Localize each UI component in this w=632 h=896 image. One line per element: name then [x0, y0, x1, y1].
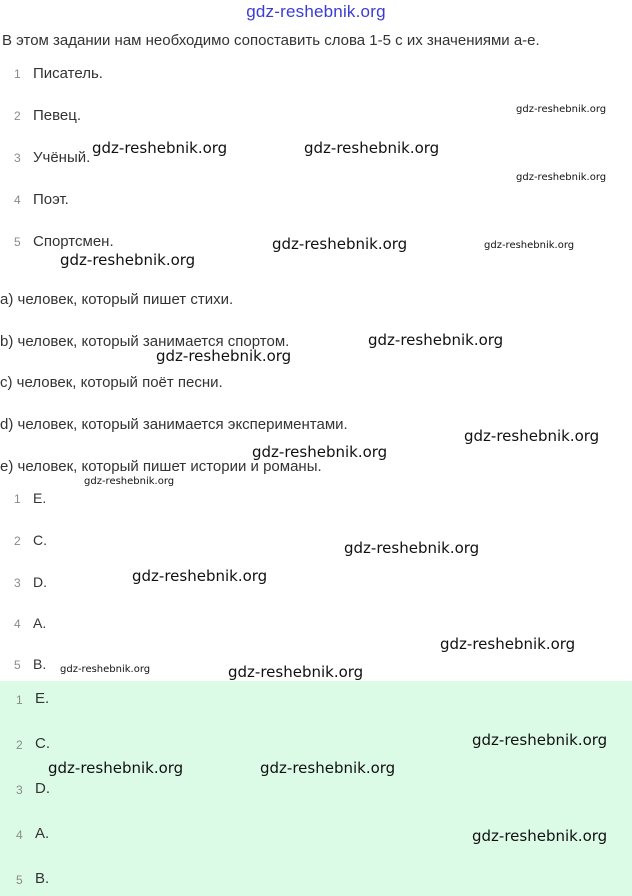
definition-item: c) человек, который поёт песни. [0, 374, 223, 391]
answer-letter: E. [33, 490, 47, 506]
watermark: gdz-reshebnik.org [60, 664, 151, 675]
definition-item: e) человек, который пишет истории и романы. [0, 458, 322, 475]
answer-letter: B. [33, 656, 47, 672]
answer-letter: A. [33, 615, 47, 631]
watermark: gdz-reshebnik.org [440, 635, 576, 653]
watermark: gdz-reshebnik.org [132, 567, 268, 585]
word-number: 4 [14, 193, 21, 207]
watermark: gdz-reshebnik.org [48, 759, 184, 777]
word-item: Поэт. [33, 191, 69, 208]
word-item: Писатель. [33, 65, 103, 82]
watermark: gdz-reshebnik.org [344, 539, 480, 557]
answer-number: 5 [14, 658, 21, 672]
word-item: Учёный. [33, 149, 91, 166]
watermark: gdz-reshebnik.org [260, 759, 396, 777]
watermark: gdz-reshebnik.org [464, 427, 600, 445]
watermark: gdz-reshebnik.org [156, 347, 292, 365]
answer-number: 2 [14, 534, 21, 548]
watermark: gdz-reshebnik.org [60, 251, 196, 269]
answer-number: 5 [16, 873, 23, 887]
task-intro: В этом задании нам необходимо сопоставить слова 1-5 с их значениями а-е. [2, 32, 540, 49]
answer-letter: C. [35, 735, 50, 752]
definition-item: d) человек, который занимается экспериментами. [0, 416, 348, 433]
answer-letter: C. [33, 532, 47, 548]
watermark: gdz-reshebnik.org [484, 240, 575, 251]
watermark: gdz-reshebnik.org [368, 331, 504, 349]
answer-number: 2 [16, 738, 23, 752]
watermark: gdz-reshebnik.org [252, 443, 388, 461]
answer-letter: E. [35, 690, 50, 707]
definition-item: b) человек, который занимается спортом. [0, 333, 290, 350]
answer-letter: B. [35, 870, 50, 887]
word-item: Спортсмен. [33, 233, 114, 250]
watermark: gdz-reshebnik.org [516, 104, 607, 115]
word-number: 5 [14, 235, 21, 249]
definition-item: a) человек, который пишет стихи. [0, 291, 234, 308]
answer-letter: D. [35, 780, 50, 797]
answer-number: 3 [16, 783, 23, 797]
word-number: 2 [14, 109, 21, 123]
word-number: 1 [14, 67, 21, 81]
answer-number: 4 [16, 828, 23, 842]
site-header-link[interactable]: gdz-reshebnik.org [246, 2, 386, 21]
answer-number: 4 [14, 617, 21, 631]
watermark: gdz-reshebnik.org [472, 731, 608, 749]
watermark: gdz-reshebnik.org [228, 663, 364, 681]
watermark: gdz-reshebnik.org [304, 139, 440, 157]
watermark: gdz-reshebnik.org [84, 476, 175, 487]
watermark: gdz-reshebnik.org [516, 172, 607, 183]
answer-number: 3 [14, 576, 21, 590]
answer-number: 1 [16, 693, 23, 707]
word-number: 3 [14, 151, 21, 165]
watermark: gdz-reshebnik.org [272, 235, 408, 253]
answer-number: 1 [14, 492, 21, 506]
answer-box [0, 681, 632, 896]
watermark: gdz-reshebnik.org [472, 827, 608, 845]
answer-letter: A. [35, 825, 50, 842]
word-item: Певец. [33, 107, 82, 124]
answer-letter: D. [33, 574, 47, 590]
watermark: gdz-reshebnik.org [92, 139, 228, 157]
